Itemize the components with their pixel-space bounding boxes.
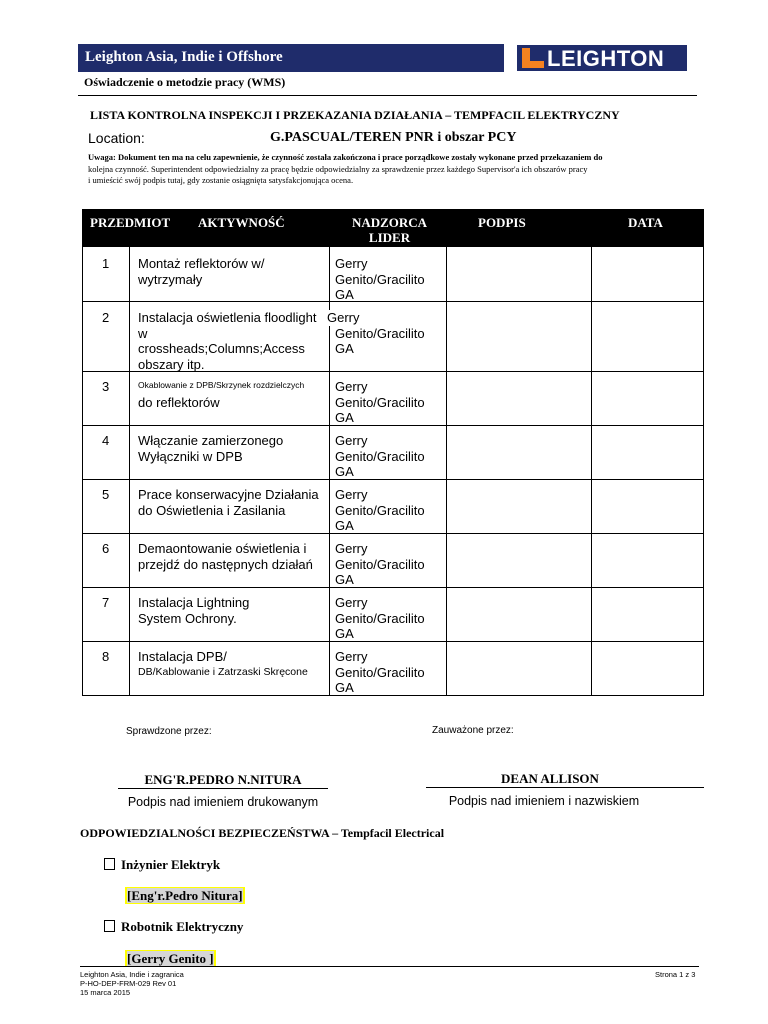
supervisor-text: Gerry Genito/Gracilito GA: [335, 541, 425, 587]
checked-by-caption: Podpis nad imieniem drukowanym: [127, 795, 319, 809]
assignee-name: [Gerry Genito ]: [127, 951, 214, 966]
header-supervisor: [337, 215, 442, 245]
footer-divider: [80, 966, 699, 967]
grid-line: [129, 247, 130, 696]
assignee-engineer: [125, 887, 245, 905]
page-number: Strona 1 z 3: [655, 970, 696, 979]
checkbox-icon: [104, 920, 115, 932]
doc-type: Oświadczenie o metodzie pracy (WMS): [84, 75, 286, 89]
row-number: 5: [102, 487, 110, 502]
signature-line: [426, 787, 704, 788]
checklist-table: [82, 209, 704, 696]
checked-by-label: Sprawdzone przez:: [126, 726, 212, 737]
grid-line: [446, 247, 447, 696]
activity-text: Instalacja DPB/ DB/Kablowanie i Zatrzaski Skręcone: [138, 649, 308, 678]
header-date: DATA: [628, 215, 663, 230]
logo-mark-icon: [522, 48, 544, 68]
row-number: 2: [102, 310, 110, 325]
logo-text: LEIGHTON: [547, 46, 665, 71]
supervisor-text: Gerry Genito/Gracilito GA: [335, 649, 425, 695]
activity-text: Prace konserwacyjne Działania do Oświetlenia i Zasilania: [138, 487, 319, 518]
supervisor-text: Gerry Genito/Gracilito GA: [335, 433, 425, 479]
header-item: PRZEDMIOT: [90, 215, 171, 230]
header-supervisor-line1: NADZORCA: [351, 215, 428, 230]
responsibilities-title: ODPOWIEDZIALNOŚCI BEZPIECZEŃSTWA – Tempfacil Electrical: [80, 826, 445, 840]
footer-doc-number: P-HO-DEP-FRM-029 Rev 01: [80, 979, 177, 988]
row-number: 4: [102, 433, 110, 448]
activity-text: Okablowanie z DPB/Skrzynek rozdzielczych do reflektorów: [138, 380, 305, 410]
footer-company: Leighton Asia, Indie i zagranica: [80, 970, 184, 979]
role-label: Inżynier Elektryk: [121, 857, 221, 872]
noted-by-caption: Podpis nad imieniem i nazwiskiem: [448, 794, 640, 808]
footer-info: [80, 970, 184, 997]
row-number: 8: [102, 649, 110, 664]
grid-line: [591, 247, 592, 696]
row-number: 1: [102, 256, 110, 271]
supervisor-text: Gerry Genito/Gracilito GA: [335, 487, 425, 533]
note: [88, 152, 700, 187]
note-line-3: i umieścić swój podpis tutaj, gdy zostanie osiągnięta satysfakcjonująca ocena.: [88, 175, 354, 185]
noted-by-name: DEAN ALLISON: [501, 771, 599, 786]
grid-line: [82, 247, 83, 696]
header-activity: AKTYWNOŚĆ: [198, 215, 285, 230]
highlight: [125, 887, 245, 904]
activity-text: Włączanie zamierzonego Wyłączniki w DPB: [138, 433, 284, 464]
activity-text: Montaż reflektorów w/ wytrzymały: [138, 256, 265, 287]
checkbox-icon: [104, 858, 115, 870]
header-supervisor-line2: LIDER: [368, 230, 411, 245]
assignee-name: [Eng'r.Pedro Nitura]: [127, 888, 243, 903]
footer-date: 15 marca 2015: [80, 988, 131, 997]
note-line-1: Uwaga: Dokument ten ma na celu zapewnienie, że czynność została zakończona i prace porządkowe zostały wykonane przed przekazaniem do: [88, 152, 603, 162]
supervisor-text: Gerry Genito/Gracilito GA: [335, 379, 425, 425]
supervisor-text: Gerry Genito/Gracilito GA: [327, 310, 425, 356]
table-header: [82, 209, 704, 247]
grid-line: [703, 247, 704, 696]
activity-text: Instalacja Lightning System Ochrony.: [138, 595, 250, 626]
header-signature: PODPIS: [478, 215, 526, 230]
role-label: Robotnik Elektryczny: [121, 919, 244, 934]
supervisor-text: Gerry Genito/Gracilito GA: [335, 595, 425, 641]
row-number: 6: [102, 541, 110, 556]
role-electrical-worker: [104, 919, 243, 935]
leighton-logo: [517, 45, 687, 71]
document-title: LISTA KONTROLNA INSPEKCJI I PRZEKAZANIA DZIAŁANIA – TEMPFACIL ELEKTRYCZNY: [90, 108, 620, 122]
highlight: [125, 950, 216, 967]
supervisor-text: Gerry Genito/Gracilito GA: [335, 256, 425, 302]
note-line-2: kolejna czynność. Superintendent odpowiedzialny za pracę będzie odpowiedzialny za sprawdzenie przez każdego Supervisor'a ich obszarów pracy: [88, 163, 588, 174]
row-number: 3: [102, 379, 110, 394]
checked-by-name: ENG'R.PEDRO N.NITURA: [144, 772, 302, 787]
location-label: Location:: [88, 130, 145, 146]
role-electrical-engineer: [104, 857, 220, 873]
noted-by-label: Zauważone przez:: [432, 725, 514, 736]
signature-line: [118, 788, 328, 789]
divider: [78, 95, 697, 96]
row-number: 7: [102, 595, 110, 610]
activity-text: Instalacja oświetlenia floodlight w crossheads;Columns;Access obszary itp.: [138, 310, 317, 372]
location-value: G.PASCUAL/TEREN PNR i obszar PCY: [270, 130, 517, 145]
activity-text: Demaontowanie oświetlenia i przejdź do następnych działań: [138, 541, 313, 572]
company-name: Leighton Asia, Indie i Offshore: [85, 49, 283, 65]
